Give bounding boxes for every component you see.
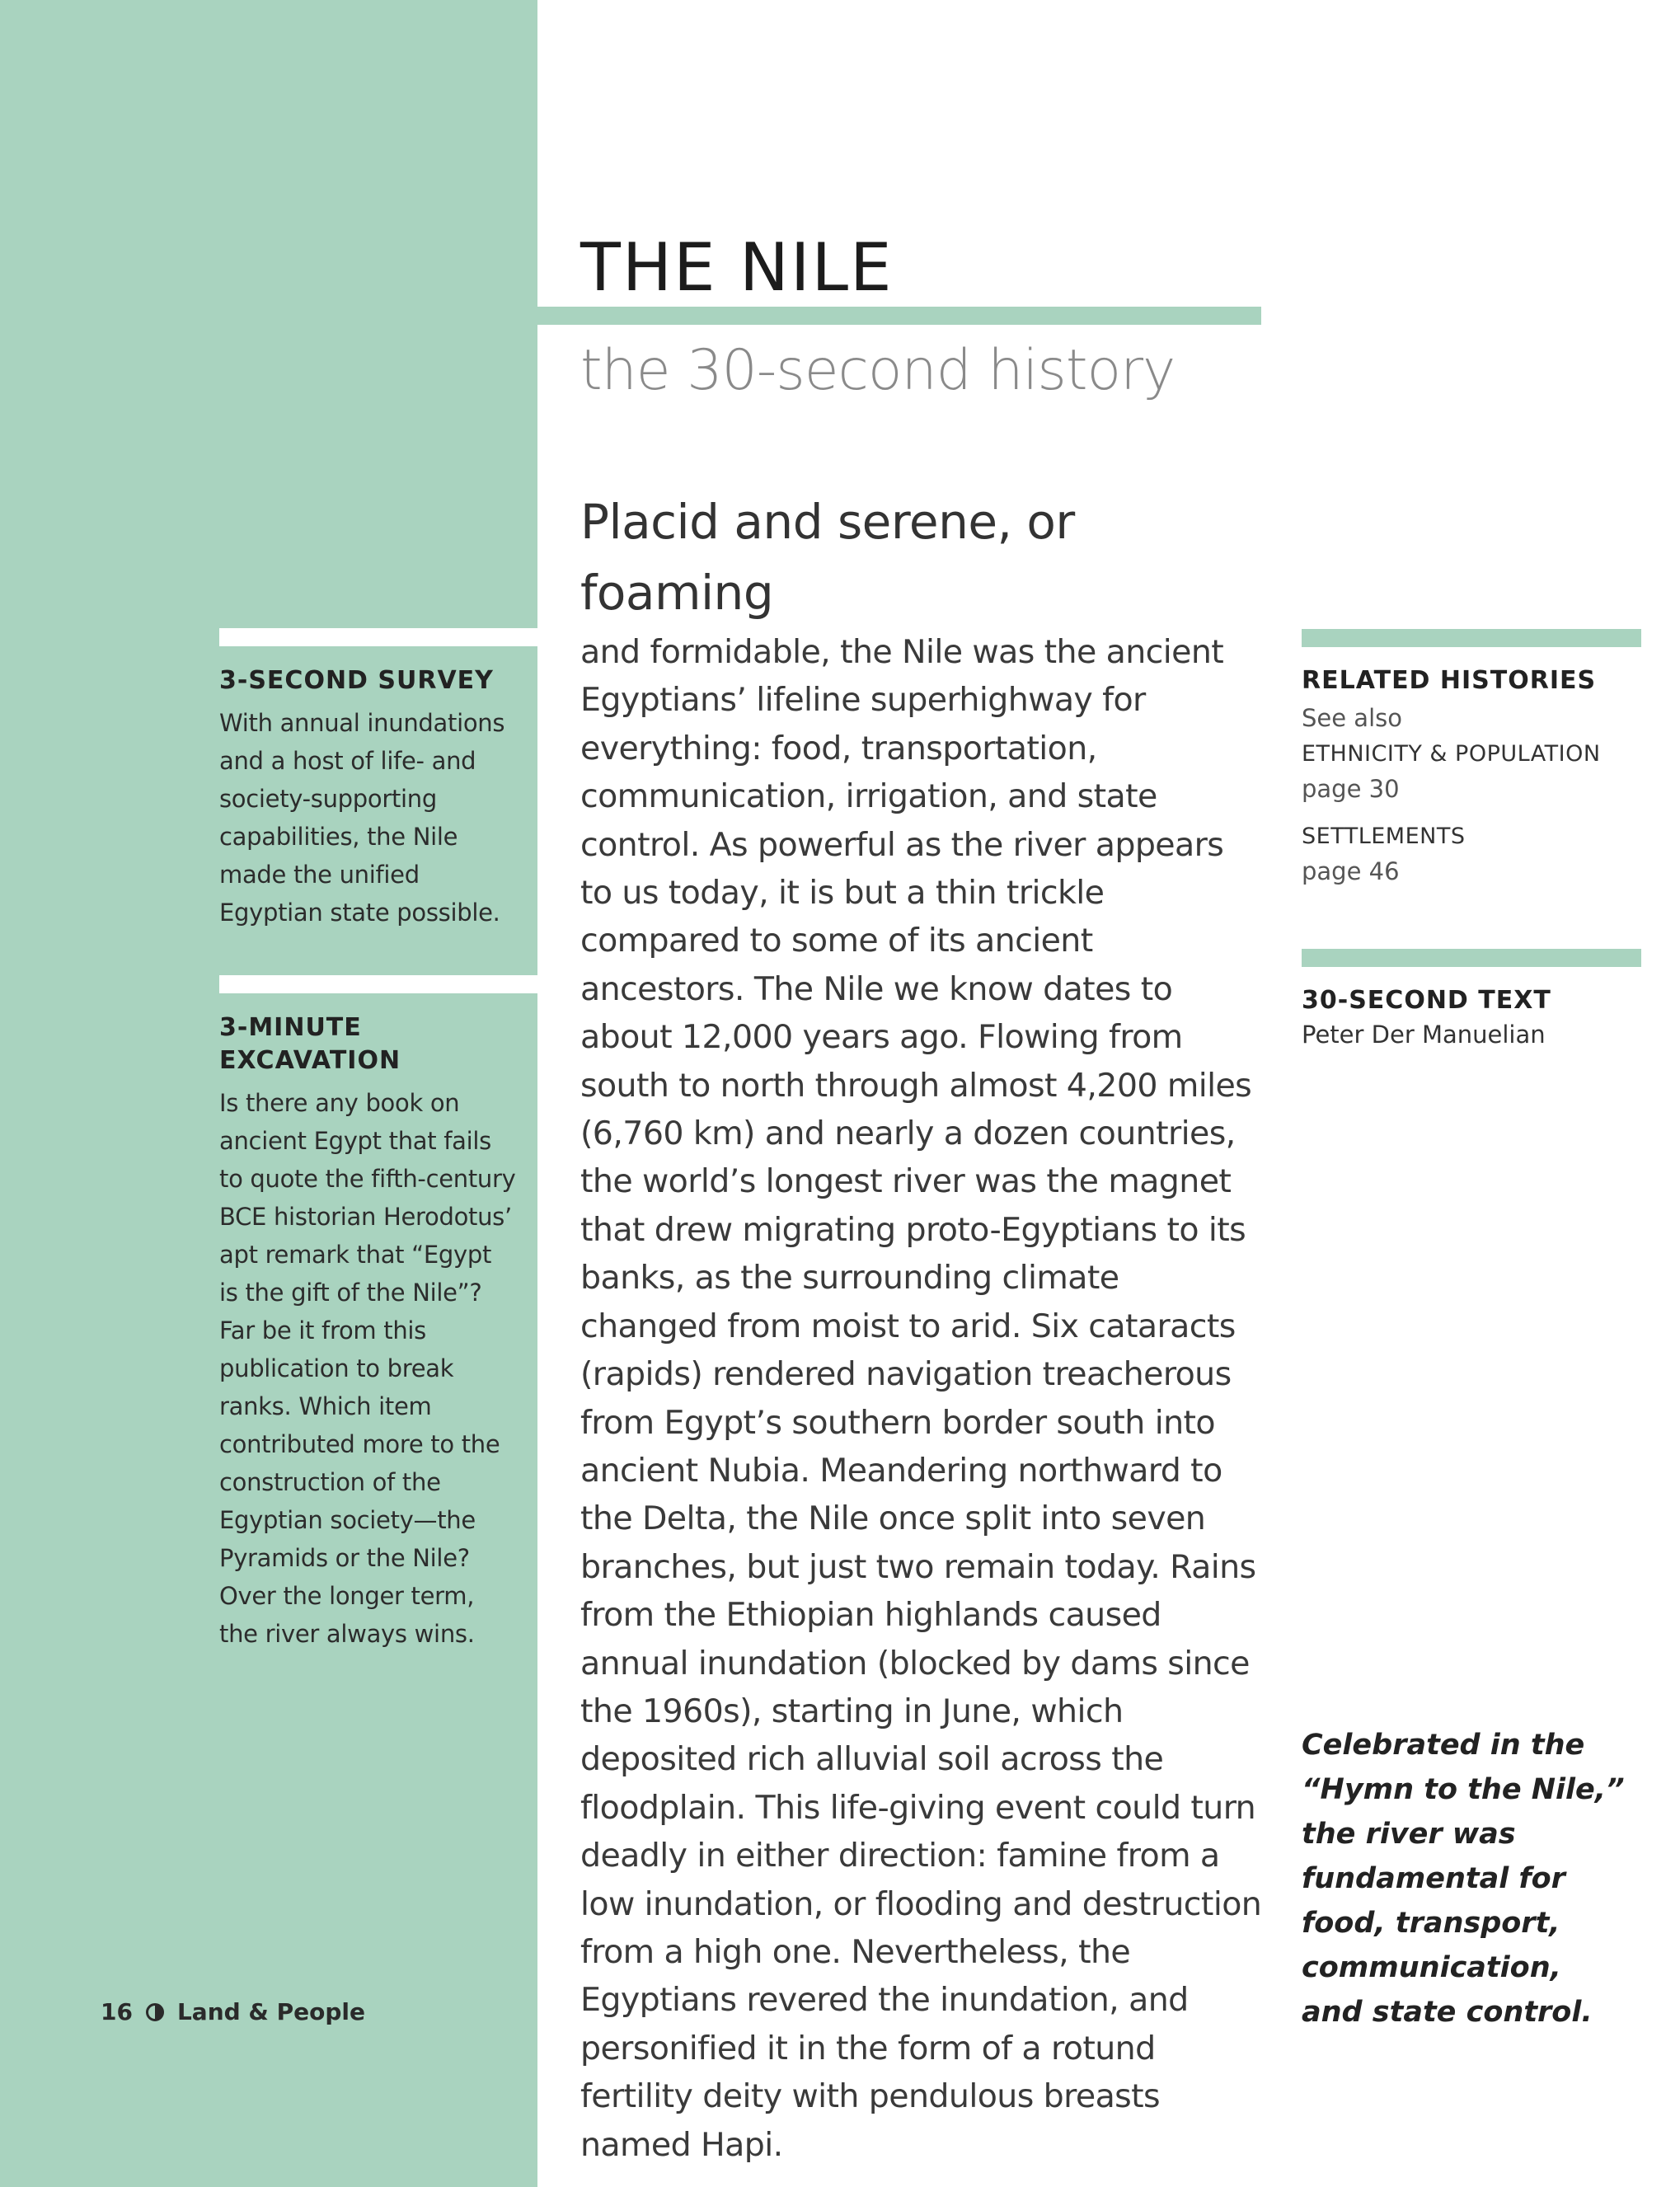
excavation-text: Is there any book on ancient Egypt that fails to quote the fifth-century BCE historian Herodotus’ apt remark that “Egypt is the gift of the Nile”? Far be it from this publication to break ranks. Which item contributed more to the construction of the Egyptian society—the Pyramids or the Nile? Over the longer term, the river always wins.	[219, 1089, 516, 1648]
image-caption: Celebrated in the “Hymn to the Nile,” the river was fundamental for food, transport, communication, and state control.	[1302, 1729, 1625, 2029]
main-text	[580, 486, 1265, 2169]
half-circle-icon	[146, 2003, 164, 2021]
related-item-name: SETTLEMENTS	[1302, 824, 1466, 849]
related-item-name: ETHNICITY & POPULATION	[1302, 741, 1601, 767]
page-subtitle: the 30-second history	[580, 338, 1176, 403]
survey-text: With annual inundations and a host of life- and society-supporting capabilities, the Nile made the unified Egyptian state possible.	[219, 709, 505, 927]
page-footer	[101, 1998, 365, 2025]
main-lead: Placid and serene, or foaming	[580, 494, 1075, 621]
credit-heading: 30-SECOND TEXT	[1302, 986, 1551, 1015]
title-divider	[537, 307, 1261, 325]
related-item-page: page 46	[1302, 857, 1400, 885]
section-name: Land & People	[176, 1998, 365, 2025]
page-number: 16	[101, 1998, 133, 2025]
survey-divider	[219, 628, 537, 646]
excavation-divider	[219, 975, 537, 993]
survey-block	[219, 664, 516, 932]
credit-author: Peter Der Manuelian	[1302, 1021, 1546, 1049]
related-divider	[1302, 629, 1641, 647]
related-block	[1302, 664, 1648, 889]
related-item-page: page 30	[1302, 775, 1400, 803]
related-see-also: See also	[1302, 704, 1402, 732]
survey-heading: 3-SECOND SURVEY	[219, 666, 494, 695]
main-body: and formidable, the Nile was the ancient Egyptians’ lifeline superhighway for everything: food, transportation, communication, irrigation, and state control. As powerful as the river appears to us today, it is but a thin trickle compared to some of its ancient ancestors. The Nile we know dates to about 12,000 years ago. Flowing from south to north through almost 4,200 miles (6,760 km) and nearly a dozen countries, the world’s longest river was the magnet that drew migrating proto-Egyptians to its banks, as the surrounding climate changed from moist to arid. Six cataracts (rapids) rendered navigation treacherous from Egypt’s southern border south into ancient Nubia. Meandering northward to the Delta, the Nile once split into seven branches, but just two remain today. Rains from the Ethiopian highlands caused annual inundation (blocked by dams since the 1960s), starting in June, which deposited rich alluvial soil across the floodplain. This life-giving event could turn deadly in either direction: famine from a low inundation, or flooding and destruction from a high one. Nevertheless, the Egyptians revered the inundation, and personified it in the form of a rotund fertility deity with pendulous breasts named Hapi.	[580, 633, 1262, 2164]
page-title: THE NILE	[580, 229, 894, 306]
excavation-heading: 3-MINUTE EXCAVATION	[219, 1013, 401, 1075]
credit-divider	[1302, 949, 1641, 967]
related-heading: RELATED HISTORIES	[1302, 666, 1597, 695]
credit-block	[1302, 984, 1648, 1053]
excavation-block	[219, 1011, 516, 1653]
